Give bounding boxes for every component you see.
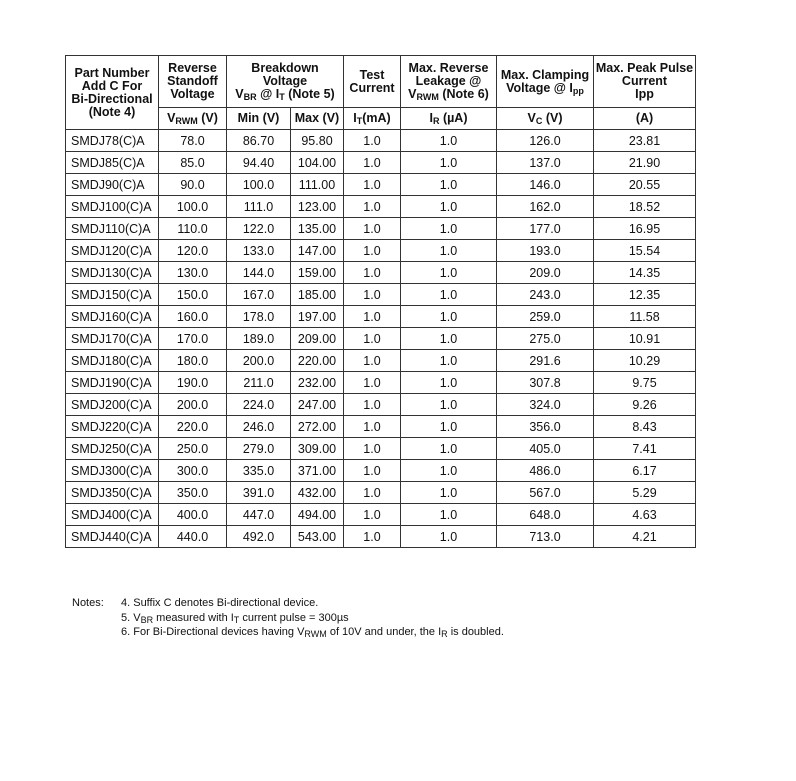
cell-part-number: SMDJ220(C)A: [66, 416, 159, 438]
cell-ir: 1.0: [401, 460, 497, 482]
table-row: [66, 196, 696, 218]
cell-vrwm: 190.0: [159, 372, 227, 394]
cell-ipp: 5.29: [594, 482, 696, 504]
cell-vbr-max: 135.00: [291, 218, 344, 240]
cell-part-number: SMDJ180(C)A: [66, 350, 159, 372]
table-row: [66, 262, 696, 284]
cell-vc: 713.0: [497, 526, 594, 548]
cell-vc: 162.0: [497, 196, 594, 218]
cell-ir: 1.0: [401, 372, 497, 394]
unit-ir: $I_R$ (µA): [401, 108, 497, 130]
unit-min: Min (V): [227, 108, 291, 130]
header-part-number: Part Number Add C For Bi-Directional (Note 4): [66, 56, 159, 130]
cell-it: 1.0: [344, 328, 401, 350]
header-standoff: Reverse Standoff Voltage: [159, 56, 227, 108]
cell-vbr-min: 224.0: [227, 394, 291, 416]
cell-part-number: SMDJ440(C)A: [66, 526, 159, 548]
cell-part-number: SMDJ400(C)A: [66, 504, 159, 526]
cell-vrwm: 220.0: [159, 416, 227, 438]
cell-ipp: 4.21: [594, 526, 696, 548]
cell-part-number: SMDJ100(C)A: [66, 196, 159, 218]
table-row: [66, 416, 696, 438]
header-leakage: Max. Reverse Leakage @ $V_{RWM}$ (Note 6): [401, 56, 497, 108]
cell-ipp: 11.58: [594, 306, 696, 328]
cell-vc: 405.0: [497, 438, 594, 460]
cell-ipp: 10.29: [594, 350, 696, 372]
cell-vbr-max: 232.00: [291, 372, 344, 394]
cell-vbr-min: 492.0: [227, 526, 291, 548]
cell-vrwm: 250.0: [159, 438, 227, 460]
cell-ipp: 9.75: [594, 372, 696, 394]
cell-ir: 1.0: [401, 394, 497, 416]
cell-it: 1.0: [344, 482, 401, 504]
cell-vbr-max: 272.00: [291, 416, 344, 438]
header-peak-pulse: Max. Peak Pulse Current Ipp: [594, 56, 696, 108]
table-row: [66, 174, 696, 196]
cell-vc: 356.0: [497, 416, 594, 438]
cell-vbr-max: 185.00: [291, 284, 344, 306]
cell-it: 1.0: [344, 526, 401, 548]
table-row: [66, 438, 696, 460]
table-row: [66, 284, 696, 306]
note-6: 6. For Bi-Directional devices having $V_{RWM}$ of 10V and under, the $I_R$ is doubled.: [121, 626, 504, 639]
cell-vbr-min: 111.0: [227, 196, 291, 218]
cell-vbr-min: 122.0: [227, 218, 291, 240]
cell-vbr-max: 494.00: [291, 504, 344, 526]
cell-vbr-max: 123.00: [291, 196, 344, 218]
cell-part-number: SMDJ160(C)A: [66, 306, 159, 328]
cell-vbr-min: 391.0: [227, 482, 291, 504]
cell-vbr-min: 133.0: [227, 240, 291, 262]
table-row: [66, 482, 696, 504]
cell-vc: 648.0: [497, 504, 594, 526]
note-5: 5. $V_{BR}$ measured with $I_T$ current pulse = 300µs: [121, 611, 349, 625]
cell-vbr-min: 279.0: [227, 438, 291, 460]
header-clamping: Max. Clamping Voltage @ $I_{pp}$: [497, 56, 594, 108]
cell-it: 1.0: [344, 262, 401, 284]
cell-part-number: SMDJ170(C)A: [66, 328, 159, 350]
cell-ir: 1.0: [401, 174, 497, 196]
cell-ir: 1.0: [401, 152, 497, 174]
cell-vbr-min: 335.0: [227, 460, 291, 482]
cell-vrwm: 130.0: [159, 262, 227, 284]
cell-ir: 1.0: [401, 328, 497, 350]
cell-vbr-max: 432.00: [291, 482, 344, 504]
table-row: [66, 130, 696, 152]
cell-vbr-min: 144.0: [227, 262, 291, 284]
cell-it: 1.0: [344, 240, 401, 262]
cell-ir: 1.0: [401, 218, 497, 240]
cell-vbr-max: 309.00: [291, 438, 344, 460]
cell-vc: 193.0: [497, 240, 594, 262]
unit-it: $I_T(mA)$: [344, 108, 401, 130]
cell-ir: 1.0: [401, 416, 497, 438]
cell-vc: 486.0: [497, 460, 594, 482]
cell-vbr-max: 95.80: [291, 130, 344, 152]
cell-it: 1.0: [344, 174, 401, 196]
cell-vbr-min: 100.0: [227, 174, 291, 196]
cell-ipp: 18.52: [594, 196, 696, 218]
cell-vc: 275.0: [497, 328, 594, 350]
cell-vbr-min: 86.70: [227, 130, 291, 152]
cell-vrwm: 300.0: [159, 460, 227, 482]
table-row: [66, 460, 696, 482]
cell-vc: 146.0: [497, 174, 594, 196]
cell-ir: 1.0: [401, 306, 497, 328]
cell-vrwm: 110.0: [159, 218, 227, 240]
cell-it: 1.0: [344, 130, 401, 152]
cell-ipp: 14.35: [594, 262, 696, 284]
cell-ir: 1.0: [401, 284, 497, 306]
cell-vrwm: 200.0: [159, 394, 227, 416]
cell-vc: 177.0: [497, 218, 594, 240]
cell-vbr-max: 247.00: [291, 394, 344, 416]
cell-vc: 243.0: [497, 284, 594, 306]
unit-vrwm: $V_{RWM}$ (V): [159, 108, 227, 130]
cell-ir: 1.0: [401, 438, 497, 460]
cell-vbr-max: 371.00: [291, 460, 344, 482]
cell-part-number: SMDJ150(C)A: [66, 284, 159, 306]
cell-it: 1.0: [344, 284, 401, 306]
cell-vrwm: 90.0: [159, 174, 227, 196]
cell-vc: 126.0: [497, 130, 594, 152]
cell-vrwm: 160.0: [159, 306, 227, 328]
specs-table: [65, 55, 696, 548]
cell-vrwm: 85.0: [159, 152, 227, 174]
header-breakdown: Breakdown Voltage $V_{BR}$ @ $I_T$ (Note 5): [227, 56, 344, 108]
table-row: [66, 152, 696, 174]
table-row: [66, 240, 696, 262]
cell-part-number: SMDJ350(C)A: [66, 482, 159, 504]
cell-it: 1.0: [344, 416, 401, 438]
cell-part-number: SMDJ200(C)A: [66, 394, 159, 416]
cell-vrwm: 180.0: [159, 350, 227, 372]
cell-ipp: 21.90: [594, 152, 696, 174]
cell-ir: 1.0: [401, 504, 497, 526]
cell-it: 1.0: [344, 504, 401, 526]
note-4: 4. Suffix C denotes Bi-directional device.: [121, 597, 319, 609]
cell-ir: 1.0: [401, 350, 497, 372]
cell-part-number: SMDJ78(C)A: [66, 130, 159, 152]
cell-ipp: 10.91: [594, 328, 696, 350]
cell-vbr-min: 94.40: [227, 152, 291, 174]
cell-it: 1.0: [344, 438, 401, 460]
cell-part-number: SMDJ190(C)A: [66, 372, 159, 394]
cell-vrwm: 400.0: [159, 504, 227, 526]
cell-part-number: SMDJ90(C)A: [66, 174, 159, 196]
unit-max: Max (V): [291, 108, 344, 130]
cell-ir: 1.0: [401, 240, 497, 262]
cell-ipp: 9.26: [594, 394, 696, 416]
cell-vbr-min: 167.0: [227, 284, 291, 306]
table-row: [66, 350, 696, 372]
cell-vbr-max: 147.00: [291, 240, 344, 262]
header-test-current: Test Current: [344, 56, 401, 108]
cell-vbr-max: 220.00: [291, 350, 344, 372]
cell-vc: 307.8: [497, 372, 594, 394]
cell-vbr-min: 447.0: [227, 504, 291, 526]
cell-vc: 291.6: [497, 350, 594, 372]
cell-vbr-max: 104.00: [291, 152, 344, 174]
cell-ir: 1.0: [401, 130, 497, 152]
cell-ipp: 12.35: [594, 284, 696, 306]
cell-ipp: 20.55: [594, 174, 696, 196]
cell-vrwm: 78.0: [159, 130, 227, 152]
cell-vrwm: 120.0: [159, 240, 227, 262]
cell-vc: 567.0: [497, 482, 594, 504]
cell-vc: 259.0: [497, 306, 594, 328]
cell-ipp: 8.43: [594, 416, 696, 438]
table-row: [66, 504, 696, 526]
cell-vrwm: 350.0: [159, 482, 227, 504]
cell-it: 1.0: [344, 218, 401, 240]
cell-it: 1.0: [344, 152, 401, 174]
cell-vbr-min: 200.0: [227, 350, 291, 372]
cell-vbr-min: 178.0: [227, 306, 291, 328]
cell-it: 1.0: [344, 306, 401, 328]
cell-vbr-max: 159.00: [291, 262, 344, 284]
cell-part-number: SMDJ130(C)A: [66, 262, 159, 284]
table-row: [66, 306, 696, 328]
cell-part-number: SMDJ250(C)A: [66, 438, 159, 460]
cell-vc: 324.0: [497, 394, 594, 416]
cell-part-number: SMDJ300(C)A: [66, 460, 159, 482]
cell-ir: 1.0: [401, 482, 497, 504]
cell-it: 1.0: [344, 350, 401, 372]
cell-ipp: 7.41: [594, 438, 696, 460]
table-row: [66, 394, 696, 416]
cell-vrwm: 440.0: [159, 526, 227, 548]
cell-part-number: SMDJ85(C)A: [66, 152, 159, 174]
cell-vbr-min: 189.0: [227, 328, 291, 350]
cell-vrwm: 100.0: [159, 196, 227, 218]
cell-ipp: 15.54: [594, 240, 696, 262]
table-row: [66, 526, 696, 548]
notes-label: Notes:: [72, 597, 104, 609]
cell-ir: 1.0: [401, 526, 497, 548]
cell-it: 1.0: [344, 196, 401, 218]
cell-part-number: SMDJ110(C)A: [66, 218, 159, 240]
cell-vbr-max: 209.00: [291, 328, 344, 350]
unit-ipp: (A): [594, 108, 696, 130]
cell-it: 1.0: [344, 460, 401, 482]
cell-vc: 137.0: [497, 152, 594, 174]
cell-vbr-max: 197.00: [291, 306, 344, 328]
cell-vrwm: 170.0: [159, 328, 227, 350]
cell-vbr-max: 111.00: [291, 174, 344, 196]
cell-part-number: SMDJ120(C)A: [66, 240, 159, 262]
cell-ipp: 23.81: [594, 130, 696, 152]
cell-vbr-max: 543.00: [291, 526, 344, 548]
cell-vbr-min: 211.0: [227, 372, 291, 394]
cell-ipp: 6.17: [594, 460, 696, 482]
cell-vrwm: 150.0: [159, 284, 227, 306]
cell-it: 1.0: [344, 394, 401, 416]
cell-vbr-min: 246.0: [227, 416, 291, 438]
table-row: [66, 328, 696, 350]
cell-vc: 209.0: [497, 262, 594, 284]
cell-ir: 1.0: [401, 196, 497, 218]
cell-ipp: 4.63: [594, 504, 696, 526]
cell-it: 1.0: [344, 372, 401, 394]
unit-vc: $V_C$ (V): [497, 108, 594, 130]
table-row: [66, 218, 696, 240]
cell-ipp: 16.95: [594, 218, 696, 240]
cell-ir: 1.0: [401, 262, 497, 284]
table-row: [66, 372, 696, 394]
